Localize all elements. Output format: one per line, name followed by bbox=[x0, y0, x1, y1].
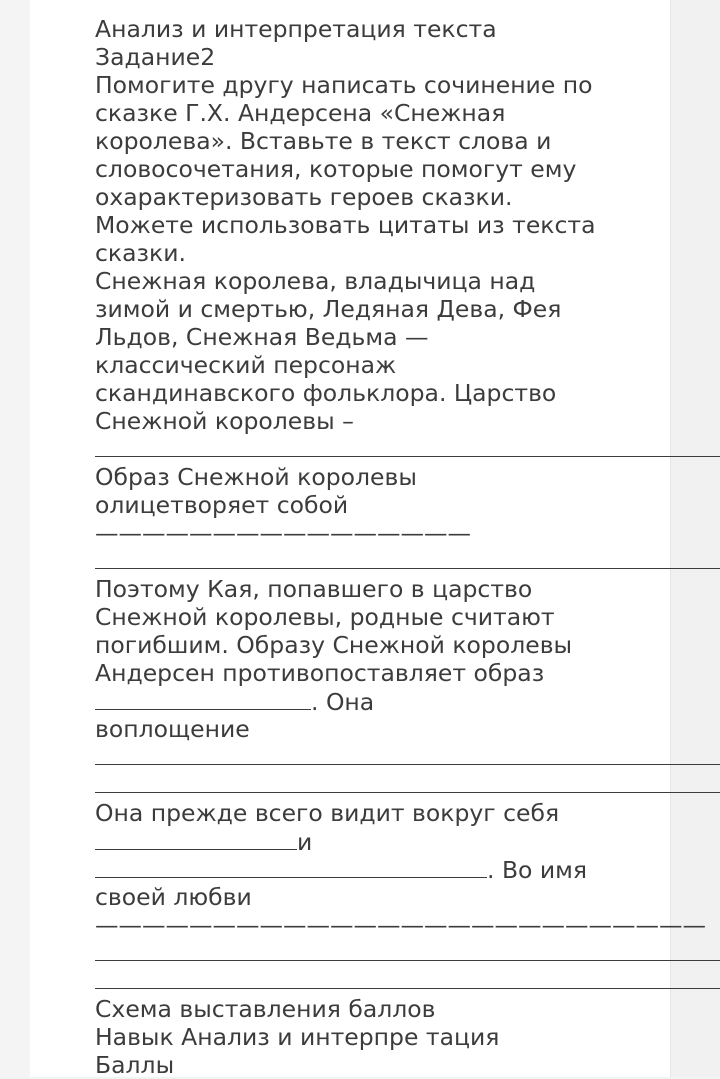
essay-line: скандинавского фольклора. Царство bbox=[95, 379, 557, 407]
inline-blank bbox=[95, 827, 297, 850]
dash-blank: —————————————————————————— bbox=[95, 911, 706, 939]
essay-line: Снежной королевы, родные считают bbox=[95, 603, 555, 631]
essay-line: своей любви bbox=[95, 883, 252, 911]
line-tail: . Во имя bbox=[487, 856, 588, 884]
fill-in-blank bbox=[95, 435, 720, 463]
section-line: Навык Анализ и интерпре тация bbox=[95, 1023, 500, 1051]
essay-line bbox=[95, 687, 720, 715]
essay-line: Образ Снежной королевы bbox=[95, 463, 417, 491]
instruction-line: сказки. bbox=[95, 239, 186, 267]
instruction-line: охарактеризовать героев сказки. bbox=[95, 183, 513, 211]
essay-line: Андерсен противопоставляет образ bbox=[95, 659, 545, 687]
essay-line: Снежной королевы – bbox=[95, 407, 354, 435]
essay-line bbox=[95, 855, 720, 883]
instruction-line: словосочетания, которые помогут ему bbox=[95, 155, 577, 183]
title-line: Анализ и интерпретация текста bbox=[95, 15, 497, 43]
task-number: Задание2 bbox=[95, 43, 216, 71]
dash-blank: ———————————————— bbox=[95, 519, 471, 547]
instruction-line: Можете использовать цитаты из текста bbox=[95, 211, 596, 239]
essay-line: Поэтому Кая, попавшего в царство bbox=[95, 575, 533, 603]
essay-line: зимой и смертью, Ледяная Дева, Фея bbox=[95, 295, 562, 323]
section-heading: Схема выставления баллов bbox=[95, 995, 436, 1023]
fill-in-blank bbox=[95, 939, 720, 967]
essay-line: Льдов, Снежная Ведьма — bbox=[95, 323, 429, 351]
instruction-line: сказке Г.Х. Андерсена «Снежная bbox=[95, 99, 506, 127]
fill-in-blank bbox=[95, 771, 720, 799]
instruction-line: Помогите другу написать сочинение по bbox=[95, 71, 593, 99]
fill-in-blank bbox=[95, 547, 720, 575]
line-tail: и bbox=[297, 828, 313, 856]
instruction-line: королева». Вставьте в текст слова и bbox=[95, 127, 552, 155]
line-tail: . Она bbox=[311, 688, 375, 716]
essay-line: погибшим. Образу Снежной королевы bbox=[95, 631, 573, 659]
essay-line bbox=[95, 827, 720, 855]
essay-line: воплощение bbox=[95, 715, 250, 743]
section-line: Баллы bbox=[95, 1051, 175, 1079]
inline-blank bbox=[95, 855, 487, 878]
essay-line: олицетворяет собой bbox=[95, 491, 349, 519]
fill-in-blank bbox=[95, 743, 720, 771]
document-text bbox=[95, 15, 720, 1079]
essay-line: Снежная королева, владычица над bbox=[95, 267, 536, 295]
essay-line: Она прежде всего видит вокруг себя bbox=[95, 799, 560, 827]
inline-blank bbox=[95, 687, 311, 710]
fill-in-blank bbox=[95, 967, 720, 995]
essay-line: классический персонаж bbox=[95, 351, 397, 379]
